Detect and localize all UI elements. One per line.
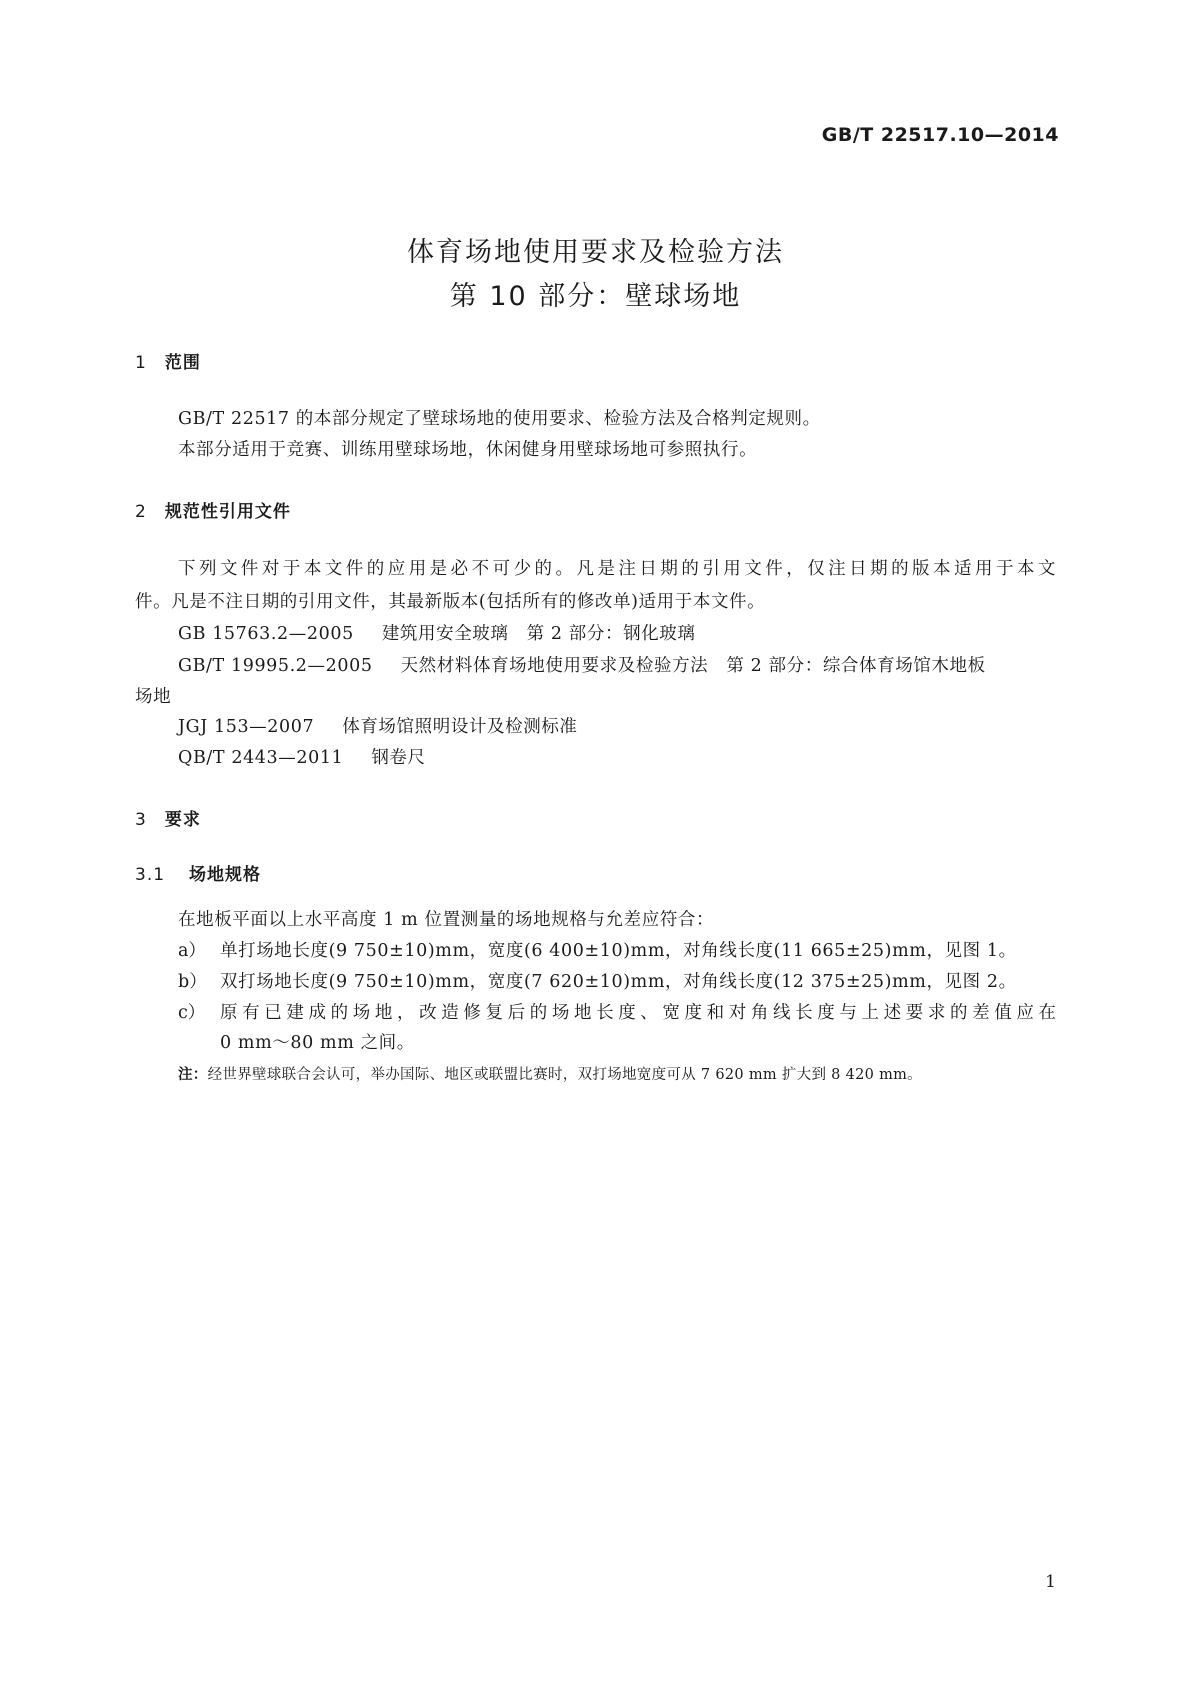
section-1-title: 范围 <box>164 353 201 373</box>
note-label: 注： <box>178 1067 208 1083</box>
section-3-1-title: 场地规格 <box>189 865 262 885</box>
list-item-text: 双打场地长度(9 750±10)mm，宽度(7 620±10)mm，对角线长度(12 375±25)mm，见图 2。 <box>220 972 1017 992</box>
section-2-intro-line1: 下列文件对于本文件的应用是必不可少的。凡是注日期的引用文件，仅注日期的版本适用于本文 <box>178 559 1056 579</box>
section-2-heading <box>135 497 291 522</box>
document-title-line2: 第 10 部分：壁球场地 <box>449 281 742 312</box>
reference-code: GB 15763.2—2005 <box>178 624 354 644</box>
reference-continuation: 场地 <box>135 687 172 707</box>
reference-item <box>178 744 426 769</box>
page-number: 1 <box>1045 1572 1056 1592</box>
section-2-number: 2 <box>135 502 147 522</box>
section-3-1-intro: 在地板平面以上水平高度 1 m 位置测量的场地规格与允差应符合： <box>178 910 715 930</box>
list-item-marker: a） <box>178 941 206 961</box>
note <box>178 1063 922 1084</box>
section-3-1-heading <box>135 860 261 885</box>
reference-title: 建筑用安全玻璃 第 2 部分：钢化玻璃 <box>381 624 696 644</box>
list-item-text: 单打场地长度(9 750±10)mm，宽度(6 400±10)mm，对角线长度(11 665±25)mm，见图 1。 <box>220 941 1017 961</box>
section-3-1-number: 3.1 <box>135 865 166 885</box>
reference-code: QB/T 2443—2011 <box>178 748 344 768</box>
reference-title: 天然材料体育场地使用要求及检验方法 第 2 部分：综合体育场馆木地板 <box>400 656 986 676</box>
reference-title: 体育场馆照明设计及检测标准 <box>342 717 578 737</box>
list-item-marker: c） <box>178 1003 206 1023</box>
section-1-heading <box>135 348 201 373</box>
section-3-heading <box>135 805 201 830</box>
section-1-paragraph-1: GB/T 22517 的本部分规定了壁球场地的使用要求、检验方法及合格判定规则。 <box>178 409 821 429</box>
reference-code: JGJ 153—2007 <box>178 717 315 737</box>
reference-title: 钢卷尺 <box>371 748 426 768</box>
section-1-paragraph-2: 本部分适用于竞赛、训练用壁球场地，休闲健身用壁球场地可参照执行。 <box>178 440 758 460</box>
list-item-text: 原有已建成的场地，改造修复后的场地长度、宽度和对角线长度与上述要求的差值应在 <box>220 1003 1056 1023</box>
section-3-title: 要求 <box>164 810 201 830</box>
reference-item <box>178 620 695 645</box>
section-2-intro-line2: 件。凡是不注日期的引用文件，其最新版本(包括所有的修改单)适用于本文件。 <box>135 592 766 612</box>
section-1-number: 1 <box>135 353 147 373</box>
section-2-title: 规范性引用文件 <box>164 502 291 522</box>
list-item-marker: b） <box>178 972 207 992</box>
document-title-line1: 体育场地使用要求及检验方法 <box>407 237 784 268</box>
list-item-text-continuation: 0 mm～80 mm 之间。 <box>220 1033 415 1053</box>
reference-item <box>178 713 578 738</box>
reference-code: GB/T 19995.2—2005 <box>178 656 373 676</box>
section-3-number: 3 <box>135 810 147 830</box>
standard-code: GB/T 22517.10—2014 <box>821 124 1059 146</box>
reference-item <box>178 652 986 677</box>
note-text: 经世界壁球联合会认可，举办国际、地区或联盟比赛时，双打场地宽度可从 7 620 mm 扩大到 8 420 mm。 <box>207 1067 922 1083</box>
